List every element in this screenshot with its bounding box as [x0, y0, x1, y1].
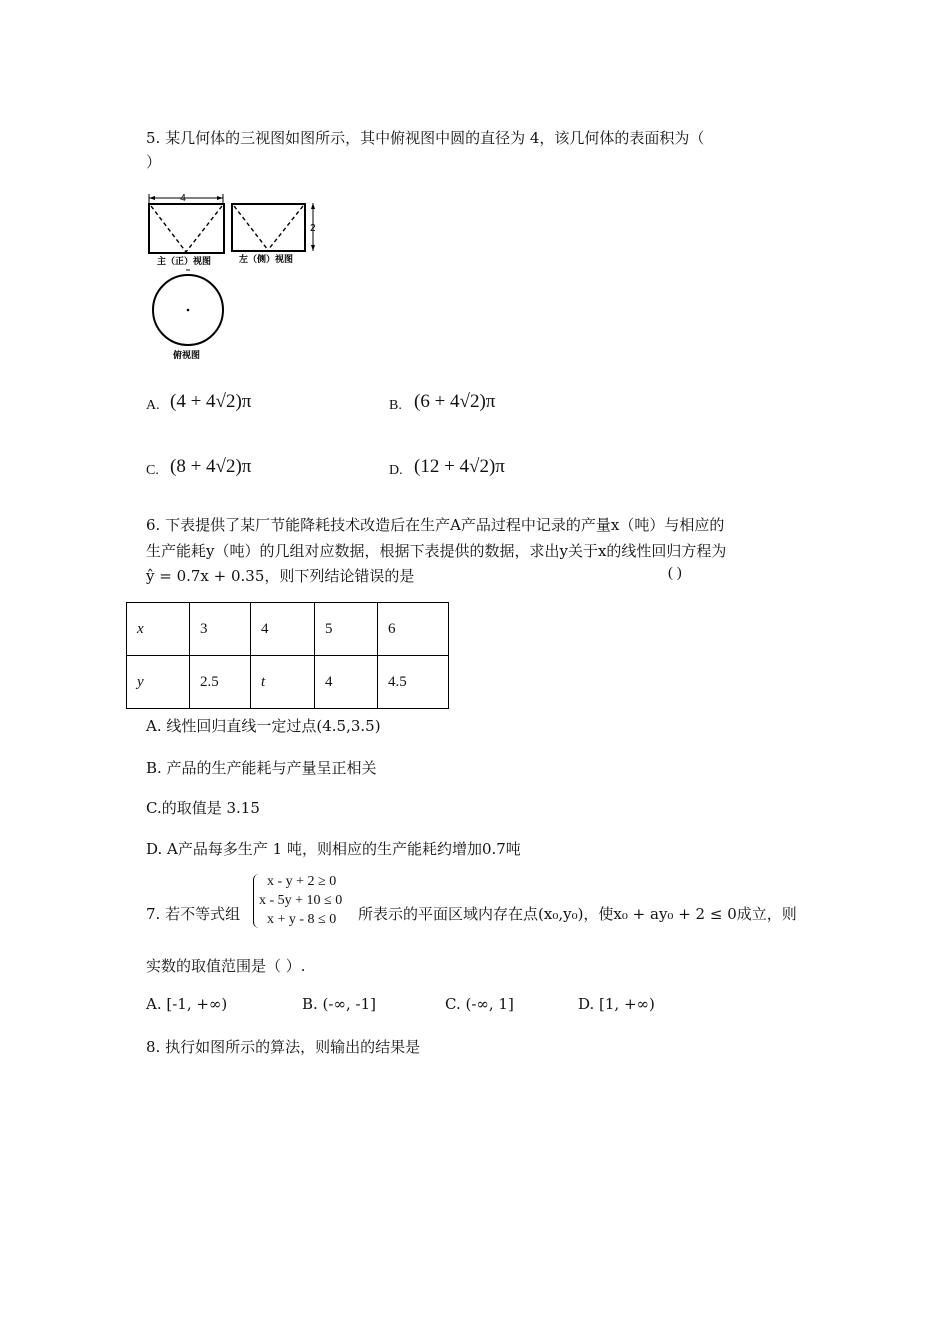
table-cell: 4	[315, 656, 378, 709]
q5-option-d: (12 + 4√2)π	[414, 456, 505, 477]
q6-option-c: C.的取值是 3.15	[146, 799, 260, 817]
q7-stem-mid: 所表示的平面区域内存在点(x₀,y₀)，使x₀ + ay₀ + 2 ≤ 0成立，则	[358, 905, 797, 923]
q7-option-d: D. [1, +∞)	[578, 995, 655, 1013]
q7-option-a: A. [-1, +∞)	[146, 995, 228, 1013]
table-cell: 4	[251, 603, 315, 656]
q8-stem: 8. 执行如图所示的算法，则输出的结果是	[146, 1038, 421, 1056]
table-cell: 3	[190, 603, 251, 656]
table-cell: 5	[315, 603, 378, 656]
q6-answer-paren: ( )	[668, 565, 682, 581]
q7-stem-prefix: 7. 若不等式组	[146, 905, 241, 923]
q5-stem: 5. 某几何体的三视图如图所示，其中俯视图中圆的直径为 4，该几何体的表面积为（	[146, 129, 705, 147]
q5-option-c-letter: C.	[146, 463, 159, 478]
dim-width-label: 4	[180, 193, 186, 204]
q7-inequality-3: x + y - 8 ≤ 0	[267, 912, 337, 927]
q7-option-b: B. (-∞, -1]	[302, 995, 376, 1013]
table-cell: y	[127, 656, 190, 709]
dim-height-label: 2	[310, 223, 316, 234]
q5-option-a-letter: A.	[146, 398, 160, 413]
table-cell: t	[251, 656, 315, 709]
q5-stem-close: ）	[146, 153, 162, 171]
q7-inequality-1: x - y + 2 ≥ 0	[267, 874, 337, 889]
table-cell: 2.5	[190, 656, 251, 709]
side-view-label: 左（侧）视图	[239, 255, 294, 265]
q6-data-table	[126, 602, 449, 709]
q5-option-b-letter: B.	[389, 398, 402, 413]
q7-inequality-2: x - 5y + 10 ≤ 0	[259, 893, 343, 908]
q6-stem-line3: ŷ = 0.7x + 0.35，则下列结论错误的是	[146, 567, 415, 585]
q6-option-b: B. 产品的生产能耗与产量呈正相关	[146, 759, 377, 777]
front-view-label: 主（正）视图	[157, 257, 212, 267]
table-cell: 4.5	[378, 656, 449, 709]
table-cell: x	[127, 603, 190, 656]
q7-option-c: C. (-∞, 1]	[445, 995, 514, 1013]
q5-option-c: (8 + 4√2)π	[170, 456, 252, 477]
q5-option-a: (4 + 4√2)π	[170, 391, 252, 412]
table-cell: 6	[378, 603, 449, 656]
q5-option-d-letter: D.	[389, 463, 403, 478]
q5-option-b: (6 + 4√2)π	[414, 391, 496, 412]
q6-stem-line2: 生产能耗y（吨）的几组对应数据，根据下表提供的数据，求出y关于x的线性回归方程为	[146, 542, 727, 560]
table-row	[127, 656, 449, 709]
table-row	[127, 603, 449, 656]
top-view-label: 俯视图	[173, 351, 201, 361]
three-view-figure	[143, 190, 333, 362]
q6-option-d: D. A产品每多生产 1 吨，则相应的生产能耗约增加0.7吨	[146, 840, 521, 858]
q6-stem-line1: 6. 下表提供了某厂节能降耗技术改造后在生产A产品过程中记录的产量x（吨）与相应的	[146, 516, 725, 534]
q6-option-a: A. 线性回归直线一定过点(4.5,3.5)	[146, 717, 381, 735]
q7-stem-line2: 实数的取值范围是（ ）.	[146, 957, 306, 975]
